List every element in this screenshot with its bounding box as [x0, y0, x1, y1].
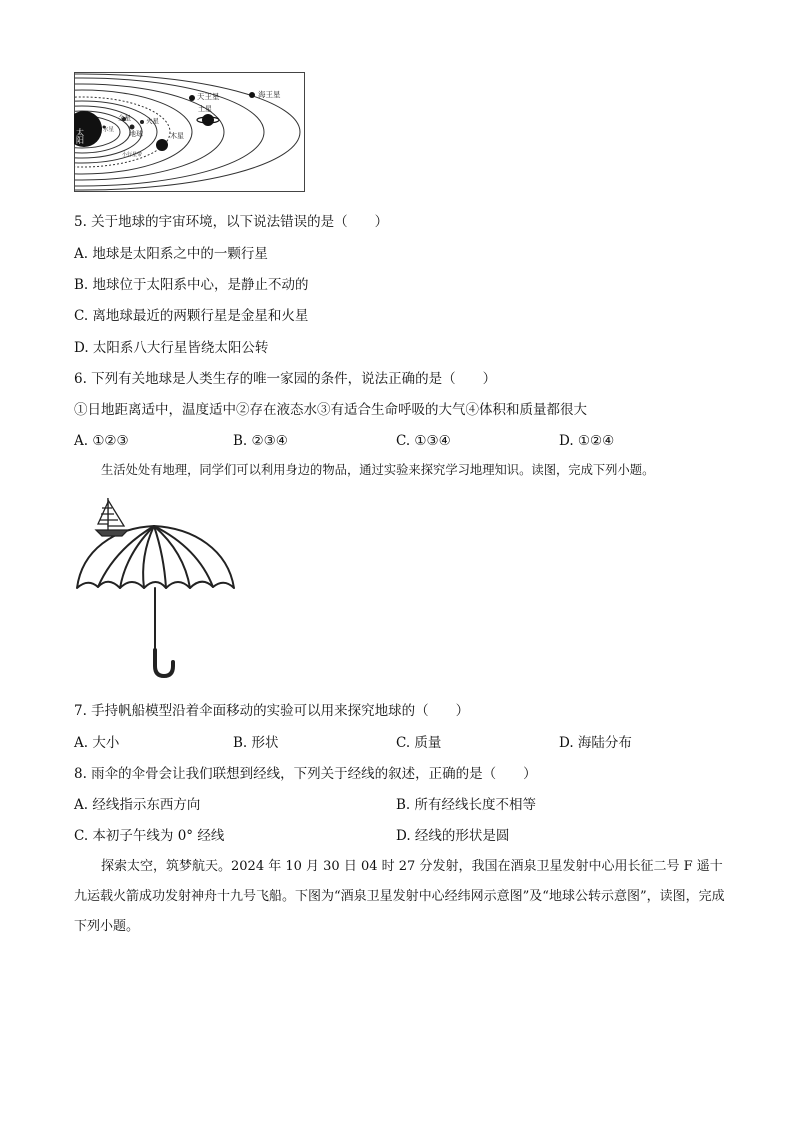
intro-7-8: 生活处处有地理，同学们可以利用身边的物品，通过实验来探究学习地理知识。读图，完成下列小题。 [101, 463, 655, 477]
umbrella-figure [74, 490, 238, 680]
q6-option-a[interactable]: A. ①②③ [74, 433, 129, 449]
umbrella-handle [155, 650, 173, 676]
q8-option-d[interactable]: D. 经线的形状是圆 [396, 828, 510, 844]
label-saturn: 土星 [198, 105, 212, 113]
q8-option-c[interactable]: C. 本初子午线为 0° 经线 [74, 828, 225, 844]
label-mercury: 水星 [103, 127, 115, 133]
planet-neptune [249, 92, 255, 98]
sailboat-icon [96, 498, 128, 536]
q5-option-a[interactable]: A. 地球是太阳系之中的一颗行星 [74, 246, 268, 262]
q6-option-d[interactable]: D. ①②④ [559, 433, 615, 449]
q7-option-a[interactable]: A. 大小 [74, 735, 120, 751]
label-earth: 地球 [129, 130, 143, 138]
intro-9: 探索太空，筑梦航天。2024 年 10 月 30 日 04 时 27 分发射，我国在酒泉卫星发射中心用长征二号 F 遥十九运载火箭成功发射神舟十九号飞船。下图为“酒泉卫星发射中心经纬网示意图”及“地球公转示意图”，读图，完成下列小题。 [74, 859, 725, 934]
q7-option-d[interactable]: D. 海陆分布 [559, 735, 632, 751]
q6-option-b[interactable]: B. ②③④ [233, 433, 288, 449]
q5-option-d[interactable]: D. 太阳系八大行星皆绕太阳公转 [74, 340, 269, 356]
q8-option-a[interactable]: A. 经线指示东西方向 [74, 797, 201, 813]
planet-saturn [202, 114, 214, 126]
q5-option-b[interactable]: B. 地球位于太阳系中心，是静止不动的 [74, 277, 309, 293]
label-neptune: 海王星 [258, 90, 281, 99]
q5-option-c[interactable]: C. 离地球最近的两颗行星是金星和火星 [74, 308, 309, 324]
q7-stem: 7. 手持帆船模型沿着伞面移动的实验可以用来探究地球的（ ） [74, 703, 470, 719]
planet-earth [130, 125, 135, 130]
planet-uranus [189, 95, 195, 101]
label-jupiter: 木星 [170, 132, 184, 140]
solar-system-figure [74, 72, 306, 194]
label-asteroid-belt: 小行星带 [122, 152, 143, 158]
q6-stem: 6. 下列有关地球是人类生存的唯一家园的条件，说法正确的是（ ） [74, 371, 497, 387]
q8-stem: 8. 雨伞的伞骨会让我们联想到经线，下列关于经线的叙述，正确的是（ ） [74, 766, 537, 782]
planet-jupiter [156, 139, 168, 151]
q8-option-b[interactable]: B. 所有经线长度不相等 [396, 797, 537, 813]
label-mars: 火星 [146, 117, 159, 125]
planet-mars [140, 120, 144, 124]
label-venus: 金星 [118, 114, 131, 122]
q7-option-c[interactable]: C. 质量 [396, 735, 442, 751]
q6-conditions: ①日地距离适中，温度适中②存在液态水③有适合生命呼吸的大气④体积和质量都很大 [74, 402, 587, 418]
svg-text:太阳: 太阳 [75, 128, 85, 144]
q6-option-c[interactable]: C. ①③④ [396, 433, 451, 449]
q7-option-b[interactable]: B. 形状 [233, 735, 279, 751]
label-uranus: 天王星 [197, 92, 220, 101]
q5-stem: 5. 关于地球的宇宙环境，以下说法错误的是（ ） [74, 214, 389, 230]
